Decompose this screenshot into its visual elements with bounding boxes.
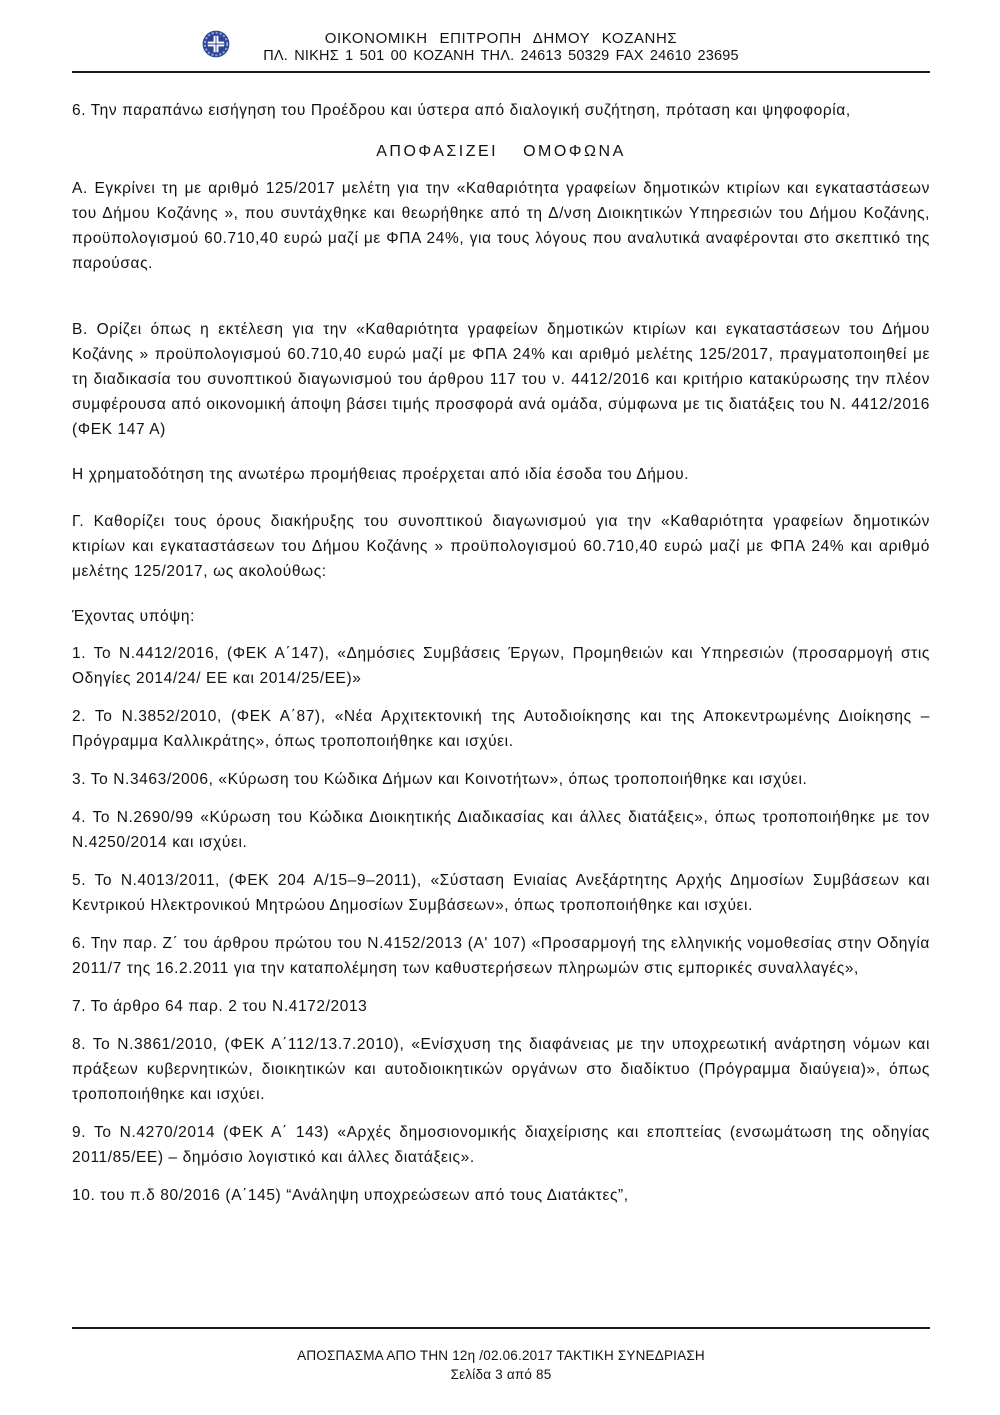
document-body [72, 98, 930, 1208]
document-header [72, 0, 930, 73]
legal-item-9: 9. Το Ν.4270/2014 (ΦΕΚ Α΄ 143) «Αρχές δημοσιονομικής διαχείρισης και εποπτείας (ενσωμάτωση της οδηγίας 2011/85/ΕΕ) – δημόσιο λογιστικό και άλλες διατάξεις». [72, 1124, 930, 1166]
having-regard-label: Έχοντας υπόψη: [72, 608, 196, 625]
legal-item-2: 2. Το Ν.3852/2010, (ΦΕΚ Α΄87), «Νέα Αρχιτεκτονική της Αυτοδιοίκησης και της Αποκεντρωμένης Διοίκησης – Πρόγραμμα Καλλικράτης», όπως τροποποιήθηκε και ισχύει. [72, 708, 930, 750]
header-address-line: ΠΛ. ΝΙΚΗΣ 1 501 00 ΚΟΖΑΝΗ ΤΗΛ. 24613 50329 FAX 24610 23695 [263, 48, 739, 64]
funding-note: Η χρηματοδότηση της ανωτέρω προμήθειας προέρχεται από ιδία έσοδα του Δήμου. [72, 466, 690, 483]
legal-item-3: 3. Το Ν.3463/2006, «Κύρωση του Κώδικα Δήμων και Κοινοτήτων», όπως τροποποιήθηκε και ισχύει. [72, 771, 808, 788]
legal-item-5: 5. Το Ν.4013/2011, (ΦΕΚ 204 Α/15–9–2011), «Σύσταση Ενιαίας Ανεξάρτητης Αρχής Δημοσίων Συμβάσεων και Κεντρικού Ηλεκτρονικού Μητρώου Δημοσίων Συμβάσεων», όπως τροποποιήθηκε και ισχύει. [72, 872, 930, 914]
paragraph-b: Β. Ορίζει όπως η εκτέλεση για την «Καθαριότητα γραφείων δημοτικών κτιρίων και εγκαταστάσεων του Δήμου Κοζάνης » προϋπολογισμού 60.710,40 ευρώ μαζί με ΦΠΑ 24% και αριθμό μελέτης 125/2017, πραγματοποιηθεί με τη διαδικασία του συνοπτικού διαγωνισμού του άρθρου 117 του ν. 4412/2016 και κριτήριο κατακύρωσης την πλέον συμφέρουσα από οικονομική άποψη βάσει τιμής προσφορά ανά ομάδα, σύμφωνα με τις διατάξεις του Ν. 4412/2016 (ΦΕΚ 147 Α) [72, 321, 930, 438]
paragraph-c: Γ. Καθορίζει τους όρους διακήρυξης του συνοπτικού διαγωνισμού για την «Καθαριότητα γραφείων δημοτικών κτιρίων και εγκαταστάσεων του Δήμου Κοζάνης » προϋπολογισμού 60.710,40 ευρώ μαζί με ΦΠΑ 24% και αριθμό μελέτης 125/2017, ως ακολούθως: [72, 513, 930, 580]
footer-page-number: Σελίδα 3 από 85 [450, 1367, 552, 1382]
header-org-line: ΟΙΚΟΝΟΜΙΚΗ ΕΠΙΤΡΟΠΗ ΔΗΜΟΥ ΚΟΖΑΝΗΣ [324, 30, 678, 47]
municipality-emblem-icon [202, 30, 230, 58]
legal-item-7: 7. Το άρθρο 64 παρ. 2 του Ν.4172/2013 [72, 998, 368, 1015]
legal-item-1: 1. Το Ν.4412/2016, (ΦΕΚ Α΄147), «Δημόσιες Συμβάσεις Έργων, Προμηθειών και Υπηρεσιών (προσαρμογή στις Οδηγίες 2014/24/ ΕΕ και 2014/25/ΕΕ)» [72, 645, 930, 687]
legal-item-10: 10. του π.δ 80/2016 (Α΄145) “Ανάληψη υποχρεώσεων από τους Διατάκτες”, [72, 1187, 629, 1204]
footer-session-line: ΑΠΟΣΠΑΣΜΑ ΑΠΟ ΤΗΝ 12η /02.06.2017 ΤΑΚΤΙΚΗ ΣΥΝΕΔΡΙΑΣΗ [297, 1348, 705, 1363]
legal-item-6: 6. Την παρ. Ζ΄ του άρθρου πρώτου του Ν.4152/2013 (Α' 107) «Προσαρμογή της ελληνικής νομοθεσίας στην Οδηγία 2011/7 της 16.2.2011 για την καταπολέμηση των καθυστερήσεων πληρωμών στις εμπορικές συναλλαγές», [72, 935, 930, 977]
decision-heading: ΑΠΟΦΑΣΙΖΕΙ ΟΜΟΦΩΝΑ [376, 143, 626, 160]
legal-item-4: 4. Το Ν.2690/99 «Κύρωση του Κώδικα Διοικητικής Διαδικασίας και άλλες διατάξεις», όπως τροποποιήθηκε με τον Ν.4250/2014 και ισχύει. [72, 809, 930, 851]
document-footer [72, 1327, 930, 1384]
legal-item-8: 8. Το Ν.3861/2010, (ΦΕΚ Α΄112/13.7.2010), «Ενίσχυση της διαφάνειας με την υποχρεωτική ανάρτηση νόμων και πράξεων κυβερνητικών, διοικητικών και αυτοδιοικητικών οργάνων στο διαδίκτυο (Πρόγραμμα διαύγεια)», όπως τροποποιήθηκε και ισχύει. [72, 1036, 930, 1103]
paragraph-a: Α. Εγκρίνει τη με αριθμό 125/2017 μελέτη για την «Καθαριότητα γραφείων δημοτικών κτιρίων και εγκαταστάσεων του Δήμου Κοζάνης », που συντάχθηκε και θεωρήθηκε από τη Δ/νση Διοικητικών Υπηρεσιών του Δήμου Κοζάνης, προϋπολογισμού 60.710,40 ευρώ μαζί με ΦΠΑ 24%, για τους λόγους που αναλυτικά αναφέρονται στο σκεπτικό της παρούσας. [72, 180, 930, 272]
intro-item-6: 6. Την παραπάνω εισήγηση του Προέδρου και ύστερα από διαλογική συζήτηση, πρόταση και ψηφοφορία, [72, 102, 851, 119]
